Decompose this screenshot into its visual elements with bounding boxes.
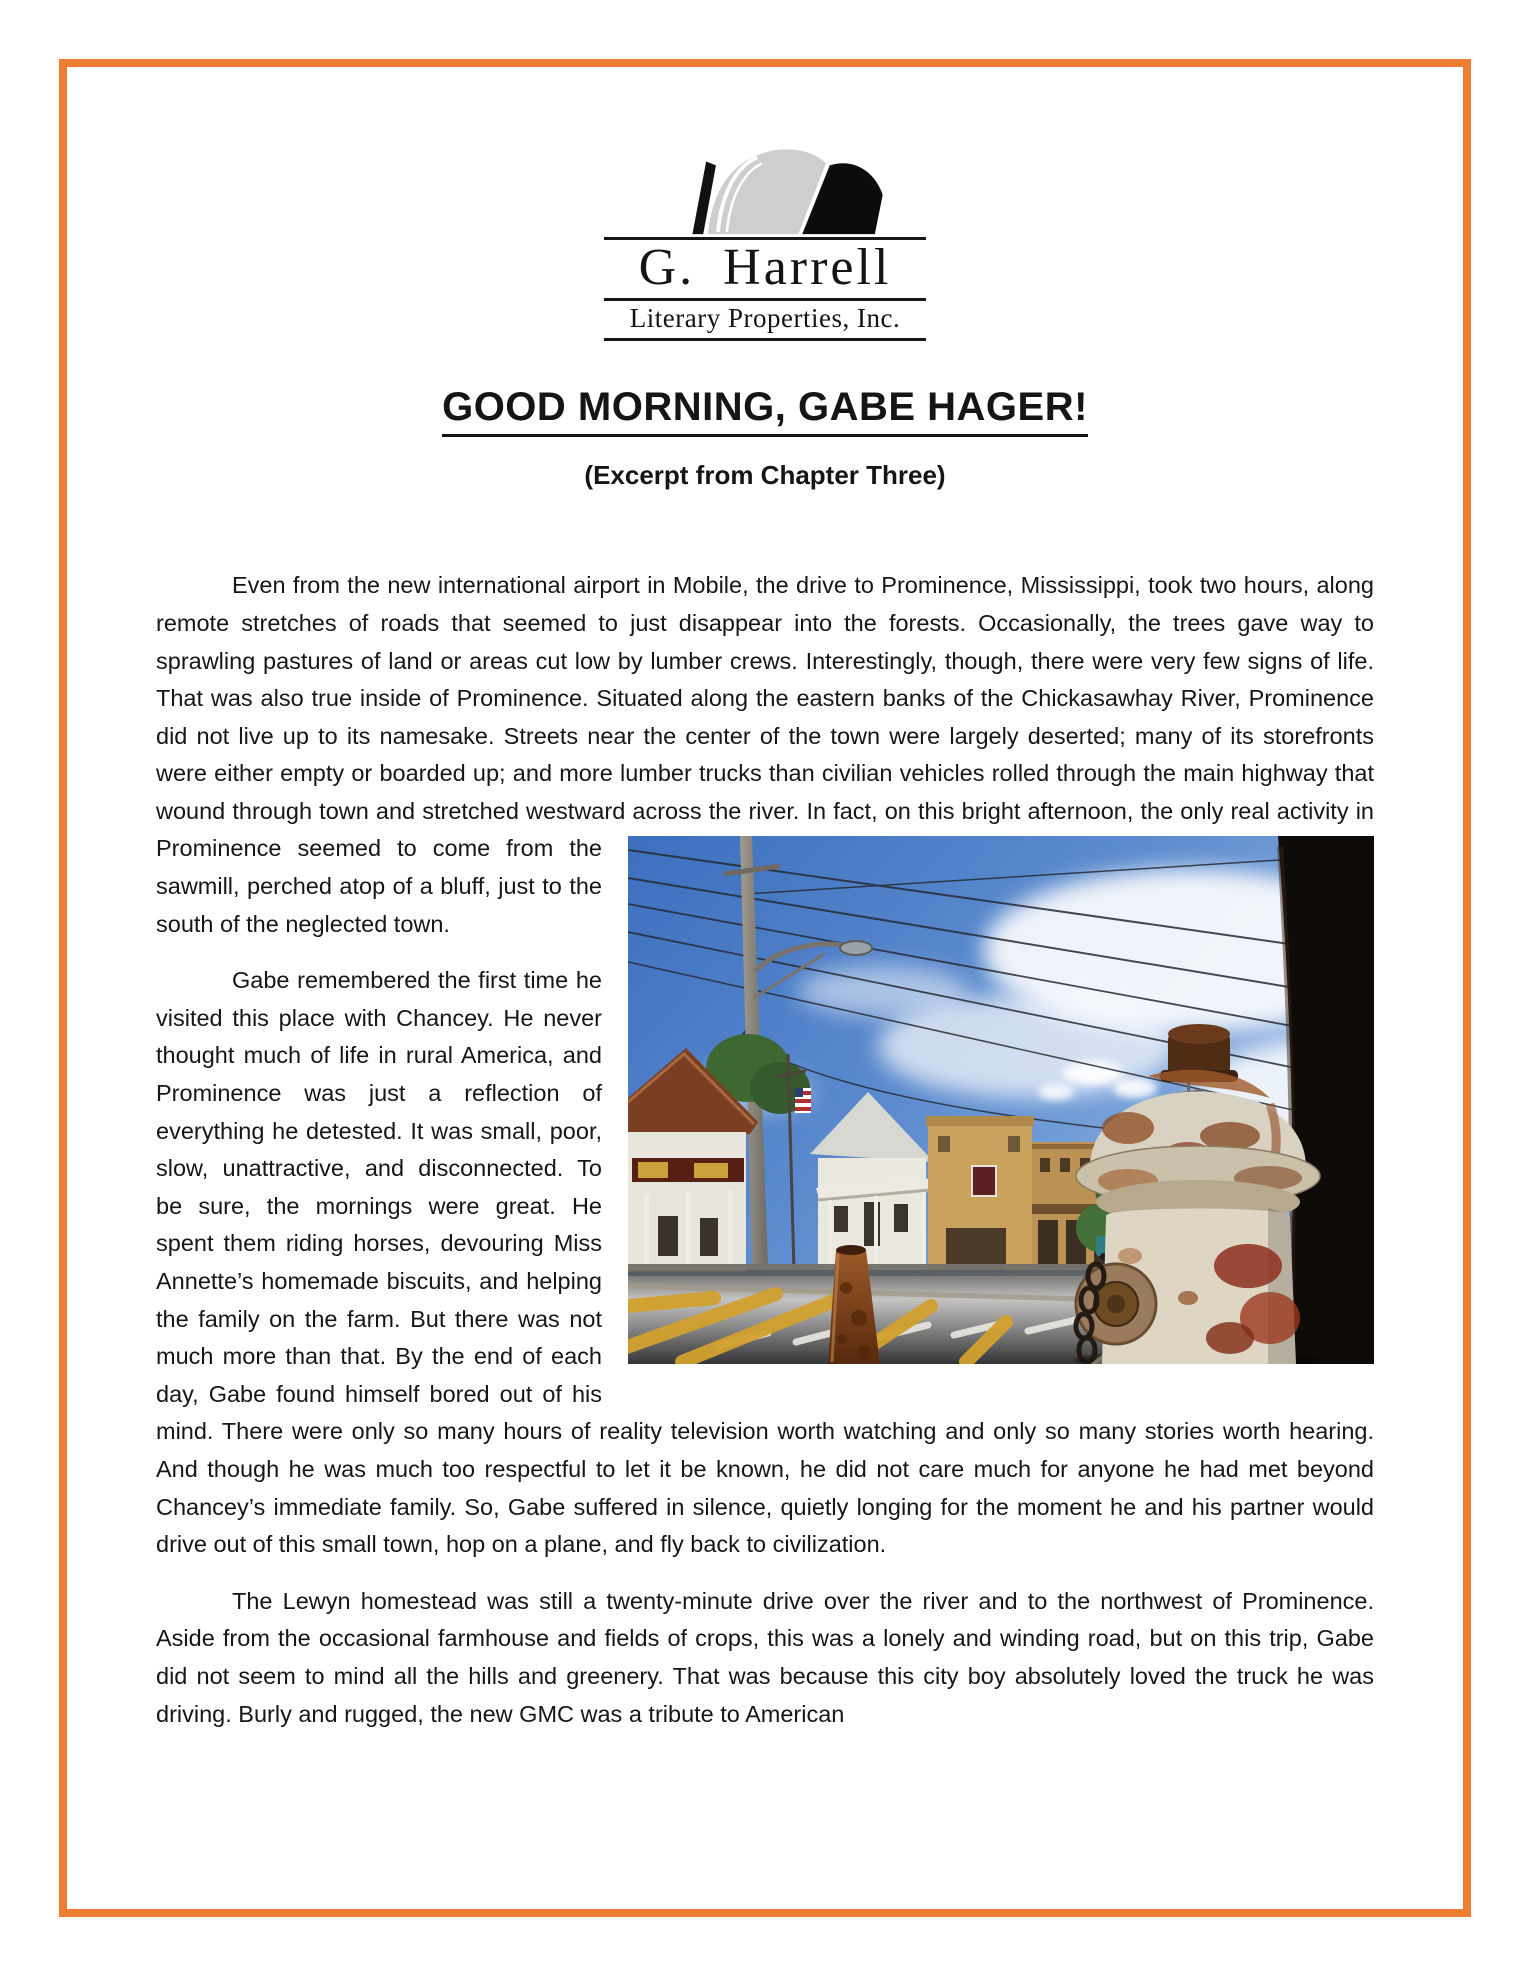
paragraph-1 [156, 567, 1374, 943]
document-title: GOOD MORNING, GABE HAGER! [442, 385, 1088, 437]
street-photo [628, 836, 1374, 1364]
article-body [156, 567, 1374, 1733]
paragraph-2: Gabe remembered the first time he visited this place with Chancey. He never thought much of life in rural America, and Prominence was just a reflection of everything he detested. It was small, poor, slow, unattractive, and disconnected. To be sure, the mornings were great. He spent them riding horses, devouring Miss Annette’s homemade biscuits, and helping the family on the farm. But there was not much more than that. By the end of each day, Gabe found himself bored out of his mind. There were only so many hours of reality television worth watching and only so many stories worth hearing. And though he was much too respectful to let it be known, he did not care much for anyone he had met beyond Chancey’s immediate family. So, Gabe suffered in silence, quietly longing for the moment he and his partner would drive out of this small town, hop on a plane, and fly back to civilization. [156, 967, 1374, 1558]
paragraph-1-part-a: Even from the new international airport in Mobile, the drive to Prominence, Mississippi, took two hours, along remote stretches of roads that seemed to just disappear into the forests. Occasionally, the trees gave way to sprawling pastures of land or areas cut low by lumber crews. Interestingly, though, there were very few signs of life. That was also true inside of Prominence. Situated along the eastern banks of the Chickasawhay River, Prominence did not live up to its namesake. Streets near the center of the town were largely deserted; many of its storefronts were either empty or boarded up; and more lumber trucks than civilian vehicles rolled through the main highway that wound through town and stretched westward [156, 572, 1374, 824]
publisher-logo [604, 136, 926, 341]
chapter-subtitle: (Excerpt from Chapter Three) [584, 460, 946, 491]
logo-rule-bottom [604, 338, 926, 341]
paragraph-1-part-b: across the river. In fact, on this bright afternoon, the only real activity in Prominence seemed to come from the sawmill, perched atop of a bluff, just to the south of the neglected town. [156, 797, 1374, 937]
small-town-street-photo-graphic [628, 836, 1374, 1364]
publisher-name: G. Harrell [638, 239, 892, 296]
title-row [156, 385, 1374, 430]
page-content [156, 0, 1374, 1752]
publisher-subtitle: Literary Properties, Inc. [629, 303, 901, 334]
paragraph-3: The Lewyn homestead was still a twenty-minute drive over the river and to the northwest of Prominence. Aside from the occasional farmhouse and fields of crops, this was a lonely and winding road, but on this trip, Gabe did not seem to mind all the hills and greenery. That was because this city boy absolutely loved the truck he was driving. Burly and rugged, the new GMC was a tribute to American [156, 1587, 1374, 1727]
open-book-icon [647, 136, 883, 238]
